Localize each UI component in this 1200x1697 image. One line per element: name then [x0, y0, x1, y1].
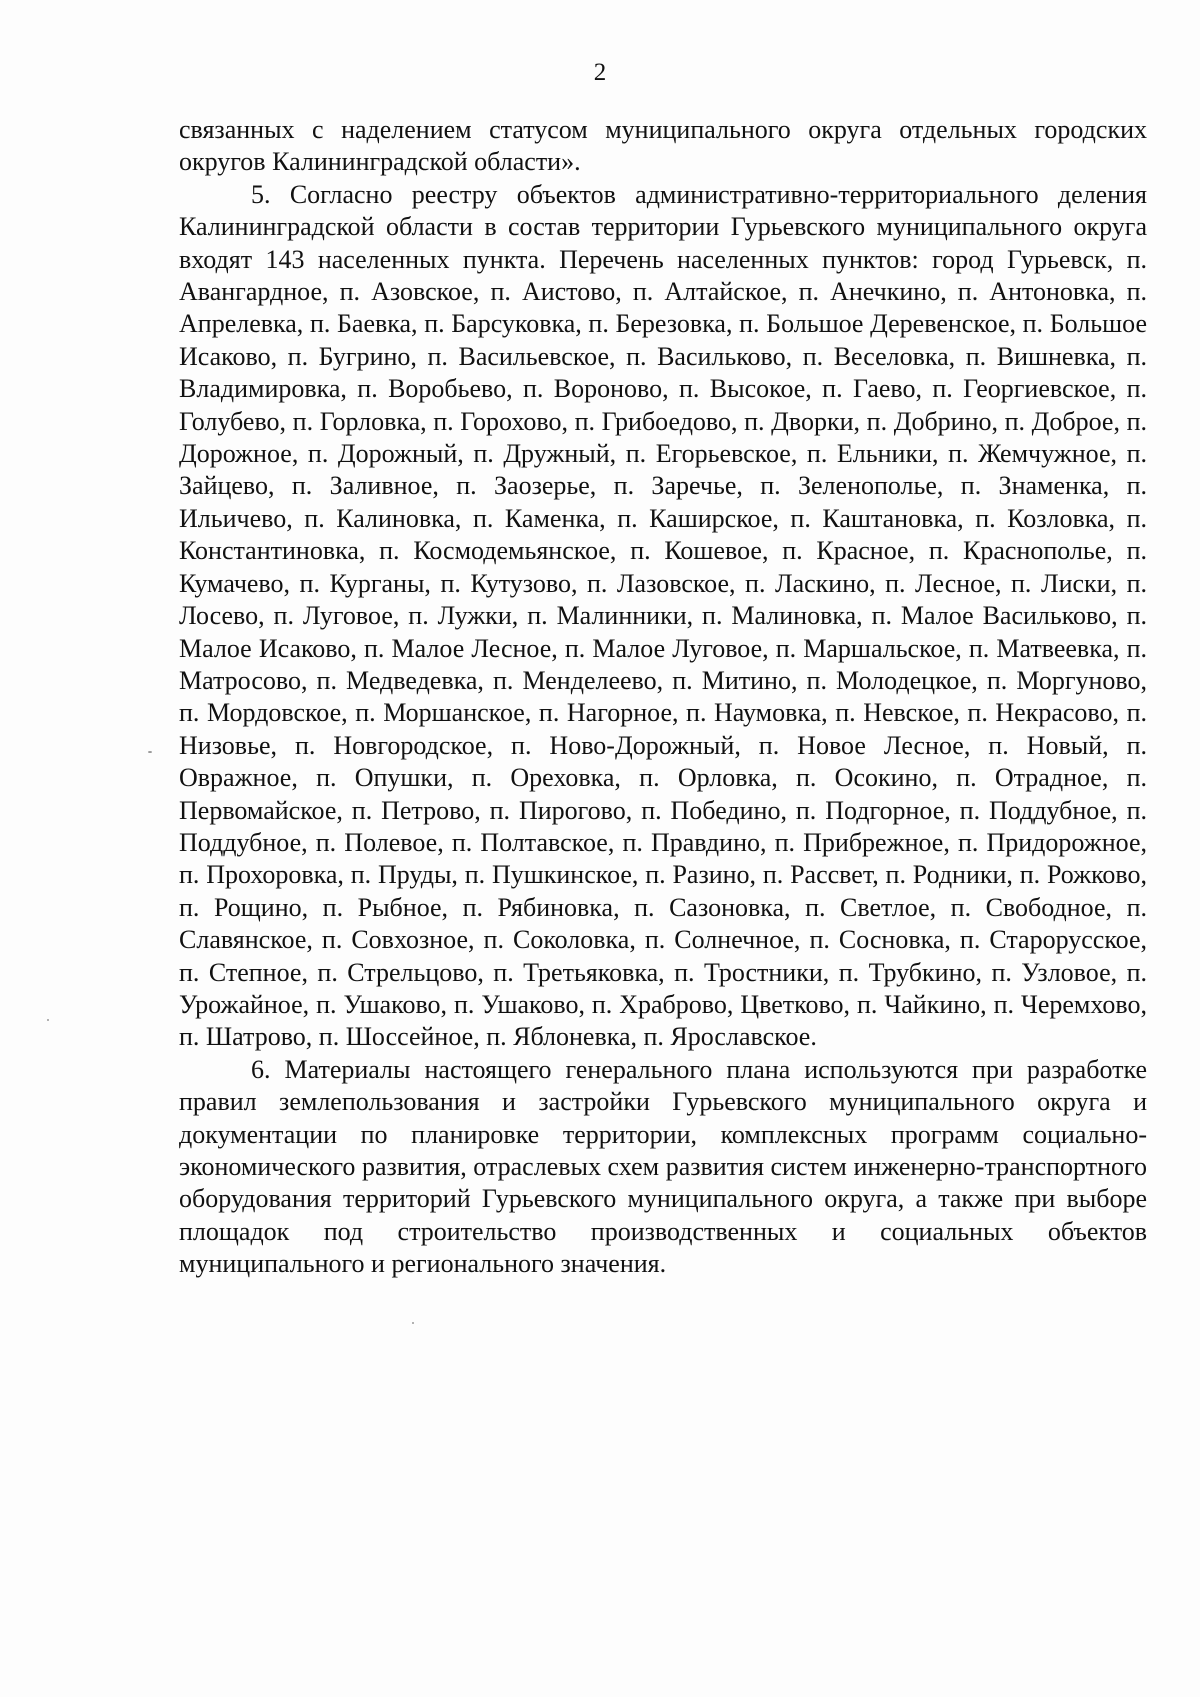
document-body — [179, 114, 1147, 1281]
scan-speck — [148, 751, 152, 753]
scan-speck — [47, 1019, 49, 1021]
page-number: 2 — [593, 59, 607, 86]
paragraph-item-6-materials-usage: 6. Материалы настоящего генерального плана используются при разработке правил землепользования и застройки Гурьевского муниципального округа и документации по планировке территории, комплексных программ социально-экономического развития, отраслевых схем развития систем инженерно-транспортного оборудования территорий Гурьевского муниципального округа, а также при выборе площадок под строительство производственных и социальных объектов муниципального и регионального значения. — [179, 1054, 1147, 1279]
scan-speck — [412, 1322, 414, 1324]
paragraph-continuation: связанных с наделением статусом муниципального округа отдельных городских округов Калининградской области». — [179, 115, 1147, 177]
paragraph-item-5-settlements-list: 5. Согласно реестру объектов административно-территориального деления Калининградской области в состав территории Гурьевского муниципального округа входят 143 населенных пункта. Перечень населенных пунктов: город Гурьевск, п. Авангардное, п. Азовское, п. Аистово, п. Алтайское, п. Анечкино, п. Антоновка, п. Апрелевка, п. Баевка, п. Барсуковка, п. Березовка, п. Большое Деревенское, п. Большое Исаково, п. Бугрино, п. Васильевское, п. Васильково, п. Веселовка, п. Вишневка, п. Владимировка, п. Воробьево, п. Вороново, п. Высокое, п. Гаево, п. Георгиевское, п. Голубево, п. Горловка, п. Горохово, п. Грибоедово, п. Дворки, п. Добрино, п. Доброе, п. Дорожное, п. Дорожный, п. Дружный, п. Егорьевское, п. Ельники, п. Жемчужное, п. Зайцево, п. Заливное, п. Заозерье, п. Заречье, п. Зеленополье, п. Знаменка, п. Ильичево, п. Калиновка, п. Каменка, п. Каширское, п. Каштановка, п. Козловка, п. Константиновка, п. Космодемьянское, п. Кошевое, п. Красное, п. Краснополье, п. Кумачево, п. Курганы, п. Кутузово, п. Лазовское, п. Ласкино, п. Лесное, п. Лиски, п. Лосево, п. Луговое, п. Лужки, п. Малинники, п. Малиновка, п. Малое Васильково, п. Малое Исаково, п. Малое Лесное, п. Малое Луговое, п. Маршальское, п. Матвеевка, п. Матросово, п. Медведевка, п. Менделеево, п. Митино, п. Молодецкое, п. Моргуново, п. Мордовское, п. Моршанское, п. Нагорное, п. Наумовка, п. Невское, п. Некрасово, п. Низовье, п. Новгородское, п. Ново-Дорожный, п. Новое Лесное, п. Новый, п. Овражное, п. Опушки, п. Ореховка, п. Орловка, п. Осокино, п. Отрадное, п. Первомайское, п. Петрово, п. Пирогово, п. Победино, п. Подгорное, п. Поддубное, п. Поддубное, п. Полевое, п. Полтавское, п. Правдино, п. Прибрежное, п. Придорожное, п. Прохоровка, п. Пруды, п. Пушкинское, п. Разино, п. Рассвет, п. Родники, п. Рожково, п. Рощино, п. Рыбное, п. Рябиновка, п. Сазоновка, п. Светлое, п. Свободное, п. Славянское, п. Совхозное, п. Соколовка, п. Солнечное, п. Сосновка, п. Старорусское, п. Степное, п. Стрельцово, п. Третьяковка, п. Тростники, п. Трубкино, п. Узловое, п. Урожайное, п. Ушаково, п. Ушаково, п. Храброво, Цветково, п. Чайкино, п. Черемхово, п. Шатрово, п. Шоссейное, п. Яблоневка, п. Ярославское. — [179, 179, 1147, 1052]
